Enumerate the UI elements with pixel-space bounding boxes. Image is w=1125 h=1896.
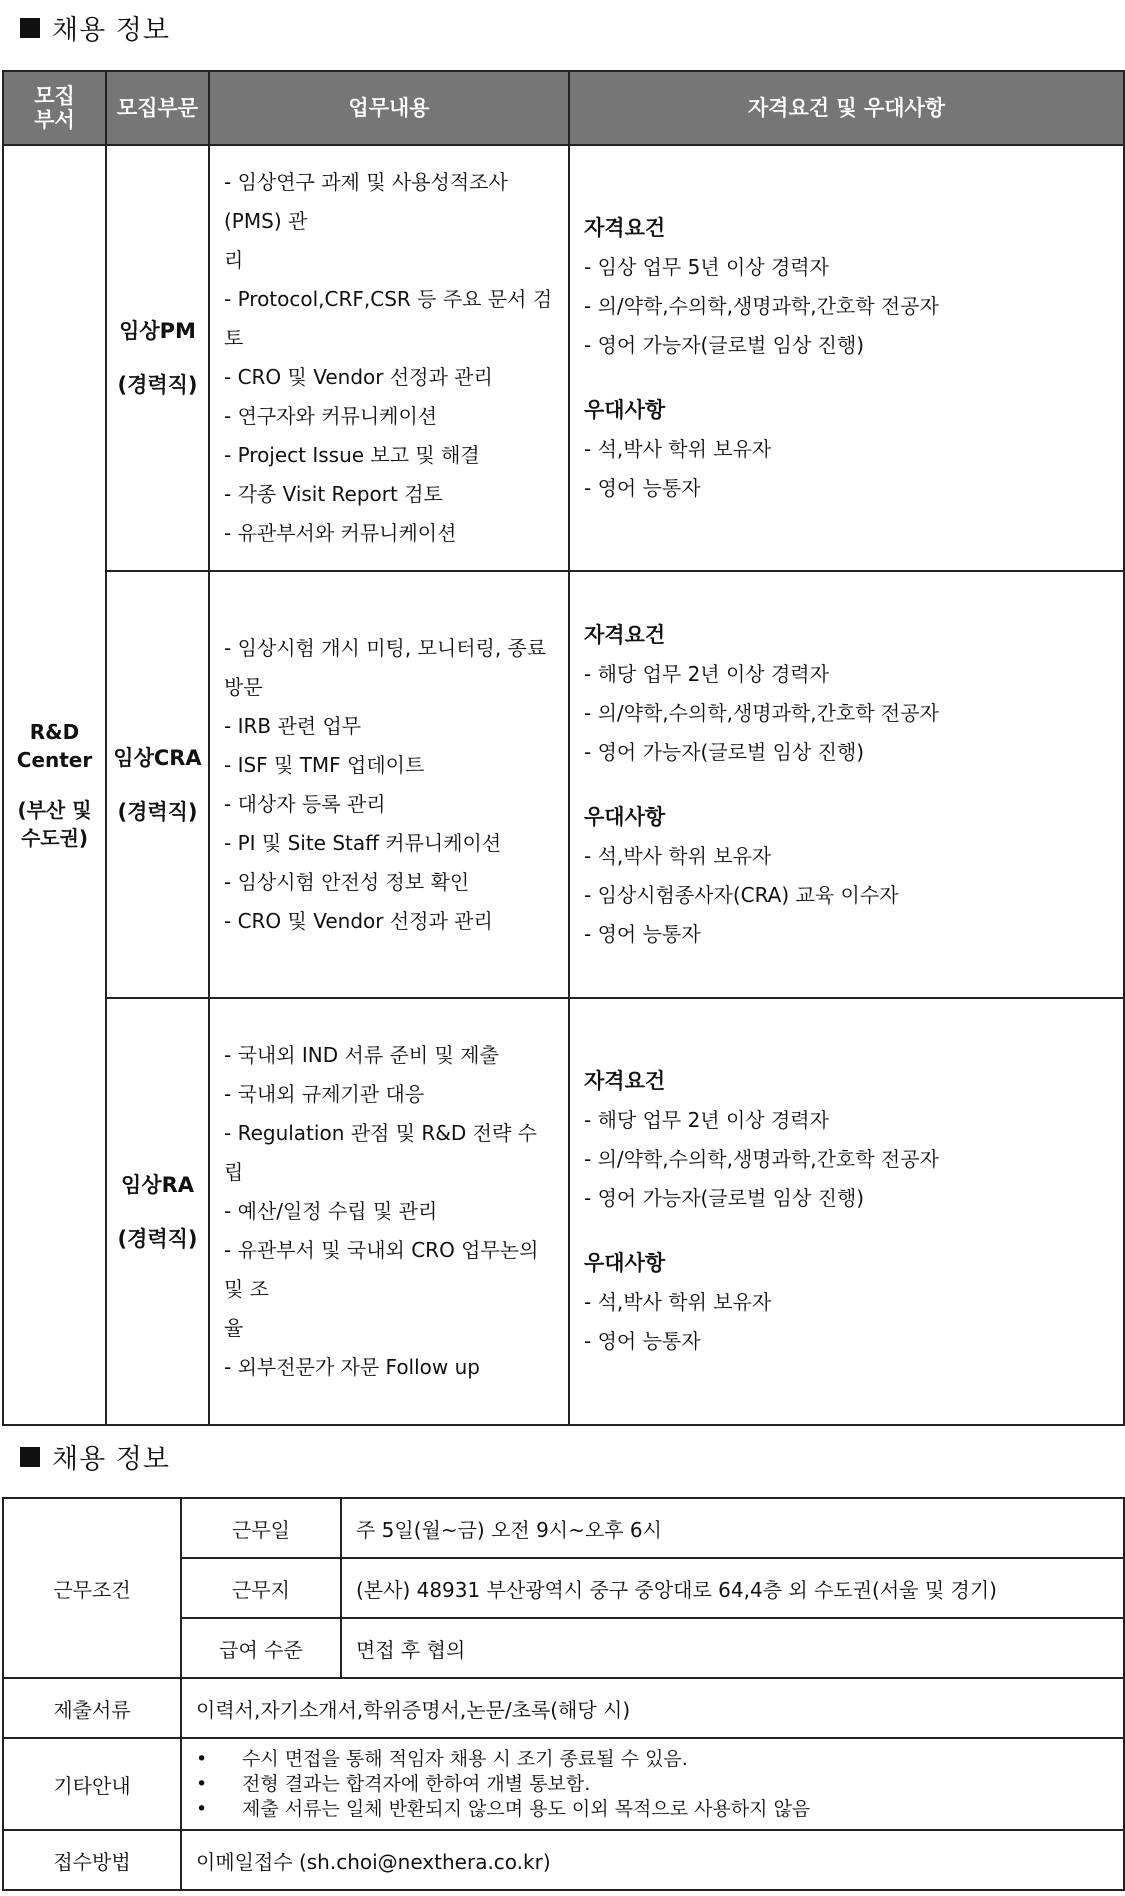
list-item: - 영어 능통자 bbox=[584, 921, 701, 946]
table-row bbox=[3, 145, 1124, 571]
list-item: - 유관부서 및 국내외 CRO 업무논의 및 조 bbox=[224, 1238, 539, 1301]
salary-value: 면접 후 협의 bbox=[341, 1618, 1124, 1678]
duties-list bbox=[224, 163, 556, 553]
requirements-heading: 자격요건 bbox=[584, 622, 666, 647]
role-cell bbox=[106, 145, 209, 571]
list-item: - Regulation 관점 및 R&D 전략 수립 bbox=[224, 1121, 537, 1184]
header-qualifications: 자격요건 및 우대사항 bbox=[569, 71, 1124, 145]
list-item: - 각종 Visit Report 검토 bbox=[224, 482, 443, 506]
list-item: - 임상시험 개시 미팅, 모니터링, 종료 방문 bbox=[224, 635, 547, 699]
requirements-list bbox=[584, 1101, 1109, 1218]
preferences-list bbox=[584, 430, 1109, 508]
black-square-icon bbox=[20, 18, 40, 38]
list-item: - 영어 가능자(글로벌 임상 진행) bbox=[584, 1186, 865, 1210]
list-item: - 임상 업무 5년 이상 경력자 bbox=[584, 254, 829, 279]
section-title-recruitment bbox=[20, 8, 170, 47]
dept-cell bbox=[3, 145, 106, 1425]
duties-cell bbox=[209, 998, 569, 1425]
role-type: (경력직) bbox=[117, 1226, 198, 1251]
documents-value: 이력서,자기소개서,학위증명서,논문/초록(해당 시) bbox=[181, 1678, 1124, 1738]
preferences-heading: 우대사항 bbox=[584, 804, 666, 829]
recruitment-table bbox=[2, 70, 1125, 1426]
table-header-row bbox=[3, 71, 1124, 145]
list-item: - 영어 능통자 bbox=[584, 1329, 701, 1353]
table-row bbox=[3, 998, 1124, 1425]
preferences-list bbox=[584, 837, 1109, 954]
requirements-heading: 자격요건 bbox=[584, 215, 666, 240]
duties-cell bbox=[209, 571, 569, 998]
salary-label: 급여 수준 bbox=[181, 1618, 341, 1678]
list-item: - CRO 및 Vendor 선정과 관리 bbox=[224, 365, 493, 389]
requirements-list bbox=[584, 655, 1109, 772]
list-item: - 임상연구 과제 및 사용성적조사(PMS) 관 bbox=[224, 170, 508, 233]
list-item: - 임상시험종사자(CRA) 교육 이수자 bbox=[584, 882, 899, 907]
conditions-table bbox=[2, 1497, 1125, 1891]
list-item: - Protocol,CRF,CSR 등 주요 문서 검토 bbox=[224, 287, 553, 350]
bullet-icon: • bbox=[196, 1747, 208, 1770]
list-item: - 석,박사 학위 보유자 bbox=[584, 1290, 772, 1314]
list-item: • 제출 서류는 일체 반환되지 않으며 용도 이외 목적으로 사용하지 않음 bbox=[196, 1797, 811, 1820]
section-title-text: 채용 정보 bbox=[52, 15, 170, 46]
role-cell bbox=[106, 571, 209, 998]
preferences-list bbox=[584, 1283, 1109, 1361]
dept-line: R&D bbox=[29, 720, 80, 744]
black-square-icon bbox=[20, 1447, 40, 1467]
list-item: - ISF 및 TMF 업데이트 bbox=[224, 752, 425, 777]
role-cell bbox=[106, 998, 209, 1425]
list-item: - 국내외 규제기관 대응 bbox=[224, 1082, 425, 1106]
list-item: - 의/약학,수의학,생명과학,간호학 전공자 bbox=[584, 293, 939, 318]
other-value bbox=[181, 1738, 1124, 1830]
role-name: 임상CRA bbox=[113, 745, 202, 770]
list-item: - 연구자와 커뮤니케이션 bbox=[224, 404, 438, 428]
list-item: - 의/약학,수의학,생명과학,간호학 전공자 bbox=[584, 1147, 939, 1171]
dept-line: Center bbox=[16, 748, 93, 772]
list-item: - 의/약학,수의학,생명과학,간호학 전공자 bbox=[584, 700, 939, 725]
section-title-text: 채용 정보 bbox=[52, 1444, 170, 1475]
table-row bbox=[3, 1830, 1124, 1890]
role-name: 임상PM bbox=[119, 319, 196, 343]
workdays-value: 주 5일(월~금) 오전 9시~오후 6시 bbox=[341, 1498, 1124, 1558]
apply-label: 접수방법 bbox=[3, 1830, 181, 1890]
duties-cell bbox=[209, 145, 569, 571]
list-item: - 예산/일정 수립 및 관리 bbox=[224, 1199, 438, 1223]
role-type: (경력직) bbox=[117, 373, 198, 397]
dept-line: (부산 및 bbox=[17, 798, 92, 822]
table-row bbox=[3, 1678, 1124, 1738]
list-item: - IRB 관련 업무 bbox=[224, 713, 362, 738]
list-item: - 해당 업무 2년 이상 경력자 bbox=[584, 1108, 829, 1132]
qualifications-cell bbox=[569, 571, 1124, 998]
list-item: 율 bbox=[224, 1316, 244, 1340]
list-item: 리 bbox=[224, 248, 244, 272]
other-bullet-list bbox=[182, 1747, 1123, 1822]
list-item: • 전형 결과는 합격자에 한하여 개별 통보함. bbox=[196, 1772, 591, 1795]
duties-list bbox=[224, 629, 556, 941]
list-item: - CRO 및 Vendor 선정과 관리 bbox=[224, 908, 493, 933]
bullet-icon: • bbox=[196, 1797, 208, 1820]
documents-label: 제출서류 bbox=[3, 1678, 181, 1738]
list-item: - 영어 가능자(글로벌 임상 진행) bbox=[584, 739, 865, 764]
list-item: - 영어 가능자(글로벌 임상 진행) bbox=[584, 332, 865, 357]
dept-line: 수도권) bbox=[20, 826, 89, 850]
conditions-label: 근무조건 bbox=[3, 1498, 181, 1678]
apply-value: 이메일접수 (sh.choi@nexthera.co.kr) bbox=[181, 1830, 1124, 1890]
section-title-conditions bbox=[20, 1437, 170, 1476]
role-type: (경력직) bbox=[117, 799, 198, 824]
list-item: - 외부전문가 자문 Follow up bbox=[224, 1355, 480, 1379]
list-item: - 영어 능통자 bbox=[584, 475, 701, 500]
list-item: - Project Issue 보고 및 해결 bbox=[224, 443, 480, 467]
qualifications-cell bbox=[569, 145, 1124, 571]
preferences-heading: 우대사항 bbox=[584, 1251, 666, 1275]
requirements-heading: 자격요건 bbox=[584, 1069, 666, 1093]
list-item: - 석,박사 학위 보유자 bbox=[584, 843, 772, 868]
requirements-list bbox=[584, 248, 1109, 365]
list-item: • 수시 면접을 통해 적임자 채용 시 조기 종료될 수 있음. bbox=[196, 1747, 688, 1770]
workdays-label: 근무일 bbox=[181, 1498, 341, 1558]
other-label: 기타안내 bbox=[3, 1738, 181, 1830]
qualifications-cell bbox=[569, 998, 1124, 1425]
list-item: - 대상자 등록 관리 bbox=[224, 791, 386, 816]
role-name: 임상RA bbox=[121, 1172, 194, 1197]
preferences-heading: 우대사항 bbox=[584, 397, 666, 422]
list-item: - 유관부서와 커뮤니케이션 bbox=[224, 521, 457, 545]
location-label: 근무지 bbox=[181, 1558, 341, 1618]
list-item: - 해당 업무 2년 이상 경력자 bbox=[584, 661, 829, 686]
list-item: - 석,박사 학위 보유자 bbox=[584, 436, 772, 461]
table-row bbox=[3, 1738, 1124, 1830]
location-value: (본사) 48931 부산광역시 중구 중앙대로 64,4층 외 수도권(서울 및 경기) bbox=[341, 1558, 1124, 1618]
list-item: - 임상시험 안전성 정보 확인 bbox=[224, 869, 470, 894]
bullet-icon: • bbox=[196, 1772, 208, 1795]
list-item: - 국내외 IND 서류 준비 및 제출 bbox=[224, 1043, 499, 1067]
list-item: - PI 및 Site Staff 커뮤니케이션 bbox=[224, 830, 502, 855]
header-dept: 모집 부서 bbox=[3, 71, 106, 145]
header-duties: 업무내용 bbox=[209, 71, 569, 145]
table-row bbox=[3, 1498, 1124, 1558]
table-row bbox=[3, 571, 1124, 998]
duties-list bbox=[224, 1036, 556, 1387]
header-division: 모집부문 bbox=[106, 71, 209, 145]
